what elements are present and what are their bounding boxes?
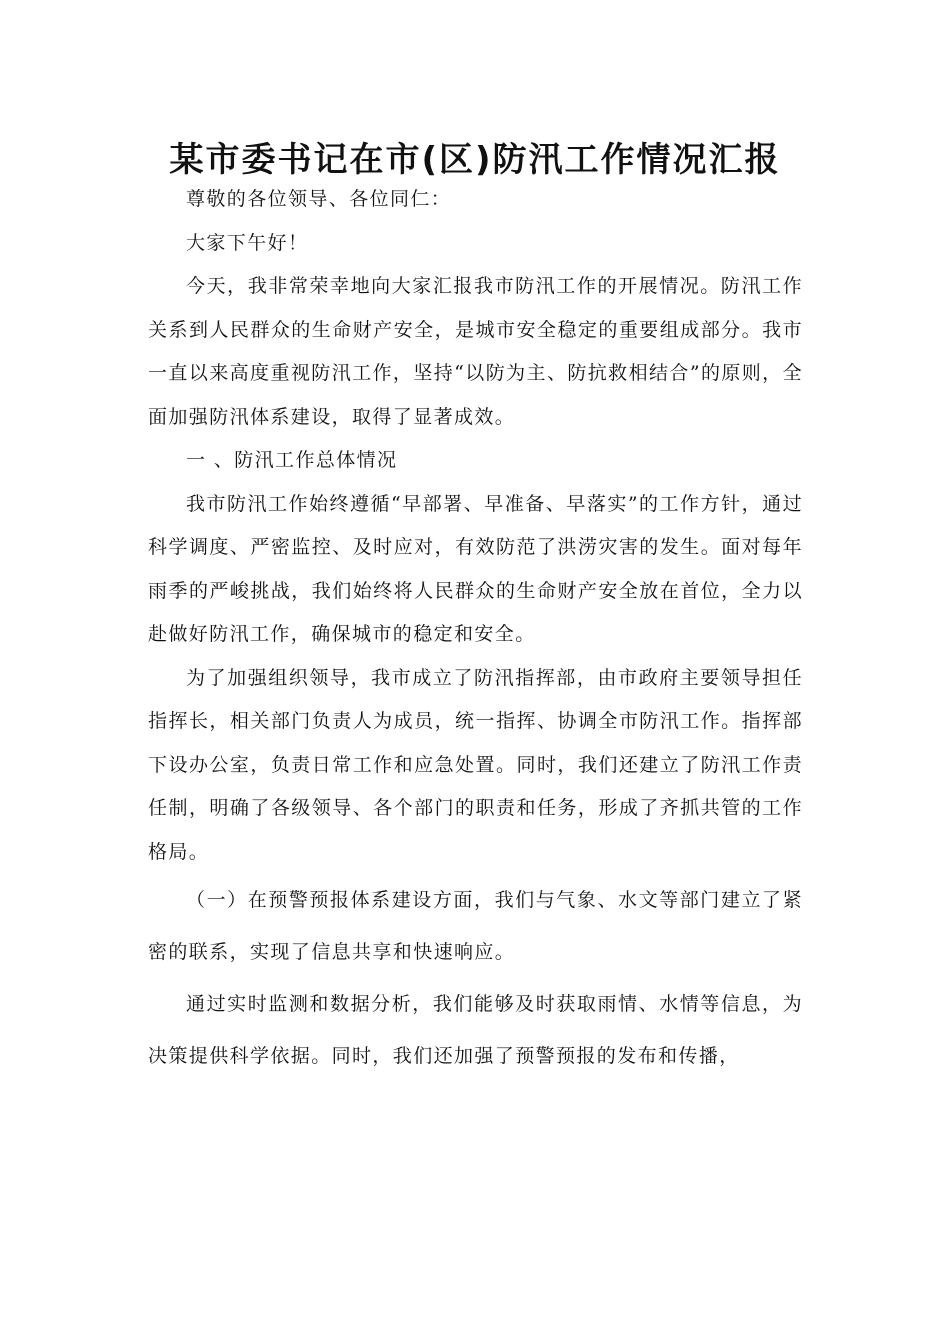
monitoring-paragraph: 通过实时监测和数据分析，我们能够及时获取雨情、水情等信息，为决策提供科学依据。同时，我们还加强了预警预报的发布和传播， — [148, 993, 803, 1067]
greeting: 大家下午好！ — [186, 231, 309, 254]
subsection-paragraph: （一）在预警预报体系建设方面，我们与气象、水文等部门建立了紧密的联系，实现了信息共享和快速响应。 — [148, 889, 803, 963]
section-heading: 一 、防汛工作总体情况 — [186, 449, 398, 471]
document-body — [148, 178, 803, 1082]
salutation: 尊敬的各位领导、各位同仁： — [186, 188, 452, 210]
document-title: 某市委书记在市(区)防汛工作情况汇报 — [169, 140, 781, 180]
organization-paragraph: 为了加强组织领导，我市成立了防汛指挥部，由市政府主要领导担任指挥长，相关部门负责人为成员，统一指挥、协调全市防汛工作。指挥部下设办公室，负责日常工作和应急处置。同时，我们还建立了防汛工作责任制，明确了各级领导、各个部门的职责和任务，形成了齐抓共管的工作格局。 — [148, 666, 803, 863]
overview-paragraph: 我市防汛工作始终遵循“早部署、早准备、早落实”的工作方针，通过科学调度、严密监控、及时应对，有效防范了洪涝灾害的发生。面对每年雨季的严峻挑战，我们始终将人民群众的生命财产安全放在首位，全力以赴做好防汛工作，确保城市的稳定和安全。 — [148, 492, 803, 645]
intro-paragraph: 今天，我非常荣幸地向大家汇报我市防汛工作的开展情况。防汛工作关系到人民群众的生命财产安全，是城市安全稳定的重要组成部分。我市一直以来高度重视防汛工作，坚持“以防为主、防抗救相结合”的原则，全面加强防汛体系建设，取得了显著成效。 — [148, 275, 803, 428]
